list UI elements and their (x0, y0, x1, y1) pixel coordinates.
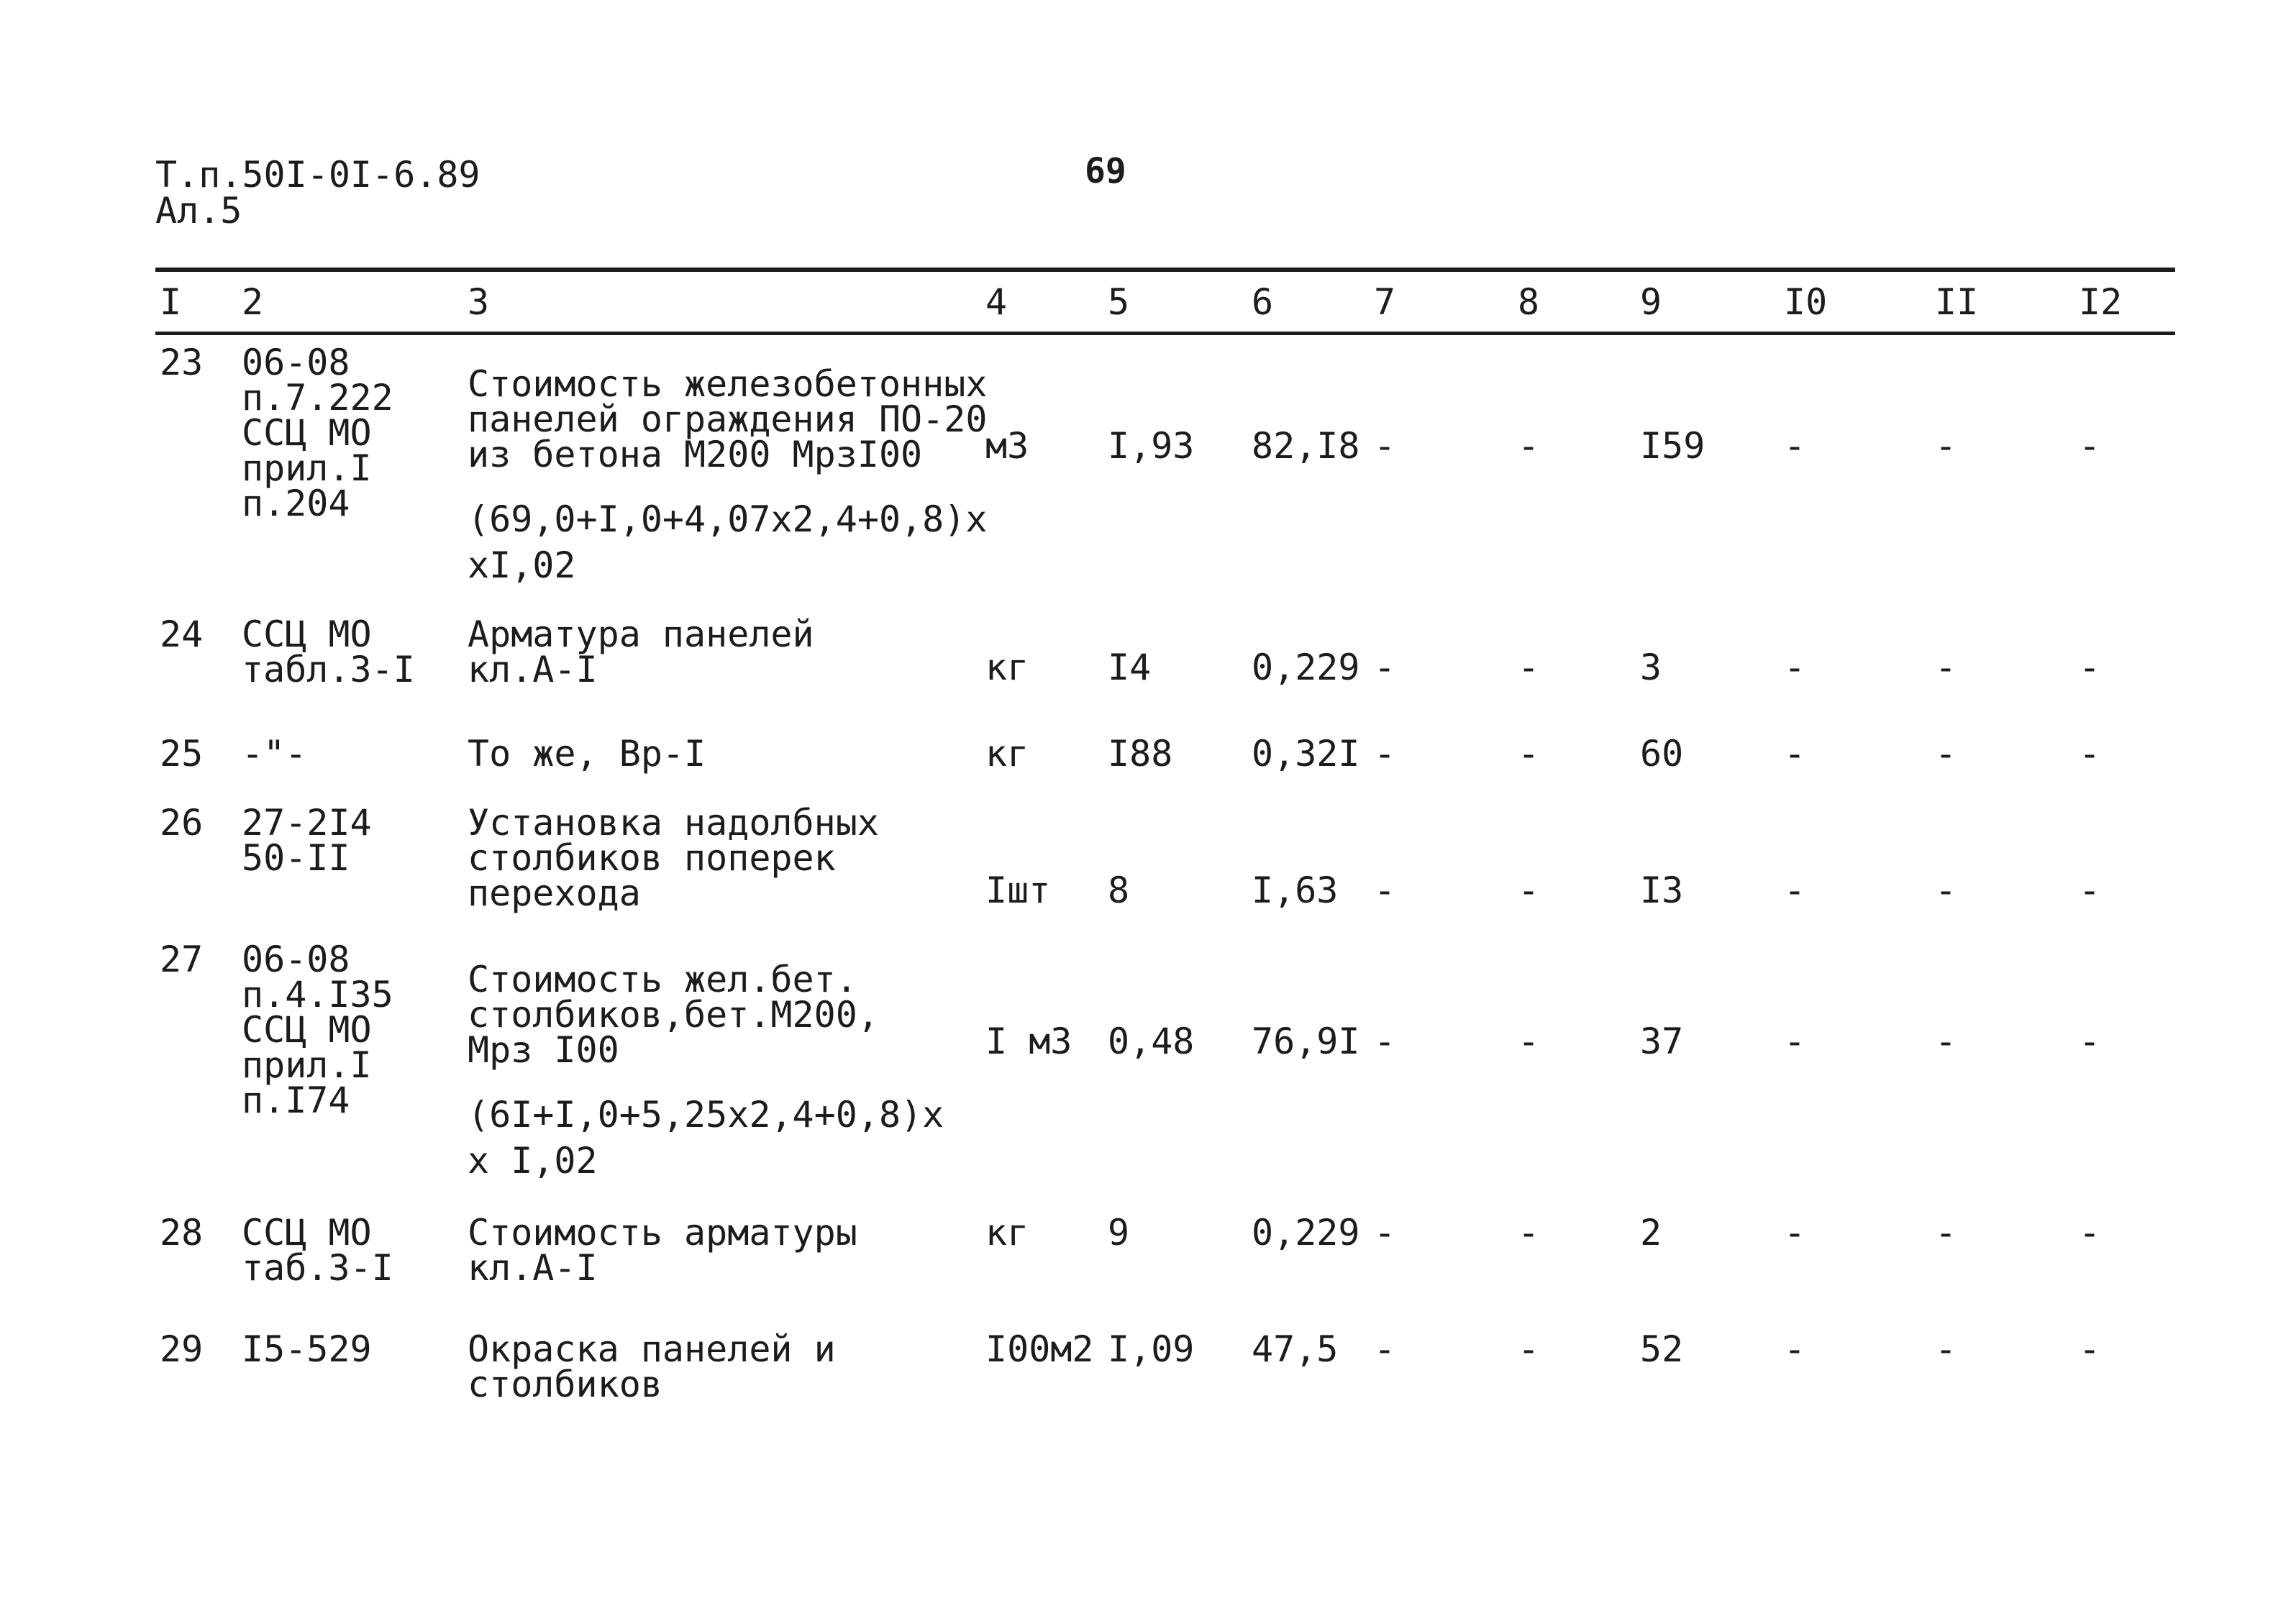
col-11-value: - (1935, 425, 1957, 467)
norm-reference-line: ССЦ МО (242, 1009, 372, 1051)
norm-reference-line: п.I74 (242, 1079, 350, 1121)
quantity: 9 (1108, 1212, 1130, 1254)
col-9-total: I3 (1640, 869, 1684, 911)
norm-reference (242, 342, 393, 524)
quantity-calculation (468, 496, 987, 588)
column-number-4: 4 (985, 281, 1008, 323)
work-description-line: Стоимость железобетонных (468, 363, 988, 405)
unit-price: 76,9I (1252, 1021, 1360, 1062)
col-8-value: - (1518, 869, 1540, 911)
document-code (155, 154, 480, 232)
norm-reference-line: I5-529 (242, 1328, 372, 1370)
unit-price: 0,229 (1252, 1212, 1360, 1254)
quantity: I4 (1108, 647, 1152, 688)
unit-price: 0,229 (1252, 647, 1360, 688)
col-9-total: I59 (1640, 425, 1705, 467)
col-11-value: - (1935, 1021, 1957, 1062)
row-number: 29 (160, 1328, 204, 1370)
norm-reference (242, 1212, 393, 1289)
col-7-value: - (1374, 647, 1396, 688)
norm-reference-line: прил.I (242, 447, 372, 489)
unit: Iшт (985, 869, 1051, 911)
col-11-value: - (1935, 1328, 1957, 1370)
col-11-value: - (1935, 869, 1957, 911)
column-number-1: I (160, 281, 182, 323)
quantity-calculation-line: x I,02 (468, 1140, 598, 1182)
col-10-value: - (1784, 733, 1806, 775)
norm-reference-line: ССЦ МО (242, 613, 372, 655)
col-9-total: 3 (1640, 647, 1662, 688)
work-description (468, 802, 879, 914)
document-code-line1: Т.п.50I-0I-6.89 (155, 154, 480, 196)
page-number: 69 (1085, 151, 1126, 191)
column-number-7: 7 (1374, 281, 1396, 323)
work-description-line: Стоимость арматуры (468, 1212, 857, 1254)
column-number-11: II (1935, 281, 1979, 323)
col-7-value: - (1374, 733, 1396, 775)
col-8-value: - (1518, 1212, 1540, 1254)
col-8-value: - (1518, 647, 1540, 688)
unit: кг (985, 1212, 1029, 1254)
norm-reference-line: 27-2I4 (242, 802, 372, 844)
table-header-rule (155, 332, 2175, 335)
work-description-line: из бетона М200 МрзI00 (468, 434, 923, 475)
col-12-value: - (2079, 647, 2101, 688)
norm-reference (242, 939, 393, 1121)
col-10-value: - (1784, 1021, 1806, 1062)
quantity: I88 (1108, 733, 1173, 775)
column-number-5: 5 (1108, 281, 1130, 323)
work-description (468, 733, 706, 775)
norm-reference-line: п.7.222 (242, 377, 393, 419)
column-number-3: 3 (468, 281, 490, 323)
col-10-value: - (1784, 425, 1806, 467)
work-description-line: панелей ограждения ПО-20 (468, 398, 988, 440)
unit-price: 0,32I (1252, 733, 1360, 775)
norm-reference-line: 06-08 (242, 342, 350, 383)
col-11-value: - (1935, 1212, 1957, 1254)
work-description-line: Арматура панелей (468, 613, 814, 655)
column-number-10: I0 (1784, 281, 1828, 323)
unit-price: 47,5 (1252, 1328, 1339, 1370)
work-description-line: перехода (468, 872, 641, 914)
col-12-value: - (2079, 1328, 2101, 1370)
work-description-line: столбиков,бет.М200, (468, 994, 879, 1036)
norm-reference-line: табл.3-I (242, 649, 415, 690)
col-12-value: - (2079, 1021, 2101, 1062)
norm-reference (242, 733, 307, 775)
quantity: 8 (1108, 869, 1130, 911)
col-12-value: - (2079, 425, 2101, 467)
norm-reference-line: прил.I (242, 1044, 372, 1086)
work-description (468, 959, 879, 1071)
col-12-value: - (2079, 1212, 2101, 1254)
quantity: 0,48 (1108, 1021, 1195, 1062)
work-description (468, 613, 814, 690)
col-8-value: - (1518, 733, 1540, 775)
unit: I00м2 (985, 1328, 1094, 1370)
col-7-value: - (1374, 1212, 1396, 1254)
work-description-line: столбиков поперек (468, 837, 836, 879)
row-number: 23 (160, 342, 204, 383)
norm-reference (242, 1328, 372, 1370)
unit-price: I,63 (1252, 869, 1339, 911)
column-number-8: 8 (1518, 281, 1540, 323)
quantity-calculation-line: (69,0+I,0+4,07x2,4+0,8)x (468, 498, 988, 540)
row-number: 24 (160, 613, 204, 655)
col-7-value: - (1374, 869, 1396, 911)
col-9-total: 52 (1640, 1328, 1684, 1370)
column-number-12: I2 (2079, 281, 2123, 323)
table-top-rule (155, 268, 2175, 272)
col-10-value: - (1784, 869, 1806, 911)
row-number: 28 (160, 1212, 204, 1254)
work-description-line: Установка надолбных (468, 802, 879, 844)
norm-reference-line: -"- (242, 733, 307, 775)
norm-reference (242, 802, 372, 879)
row-number: 26 (160, 802, 204, 844)
norm-reference-line: 06-08 (242, 939, 350, 980)
document-code-line2: Ал.5 (155, 190, 242, 232)
norm-reference-line: 50-II (242, 837, 350, 879)
col-9-total: 2 (1640, 1212, 1662, 1254)
norm-reference-line: п.204 (242, 483, 350, 524)
work-description (468, 363, 988, 475)
unit-price: 82,I8 (1252, 425, 1360, 467)
unit: кг (985, 647, 1029, 688)
unit: кг (985, 733, 1029, 775)
work-description-line: столбиков (468, 1364, 662, 1405)
work-description-line: кл.А-I (468, 1247, 598, 1289)
col-10-value: - (1784, 1328, 1806, 1370)
col-8-value: - (1518, 1328, 1540, 1370)
column-number-9: 9 (1640, 281, 1662, 323)
quantity-calculation-line: (6I+I,0+5,25x2,4+0,8)x (468, 1094, 944, 1136)
col-10-value: - (1784, 1212, 1806, 1254)
work-description-line: Стоимость жел.бет. (468, 959, 857, 1000)
col-7-value: - (1374, 425, 1396, 467)
norm-reference-line: ССЦ МО (242, 1212, 372, 1254)
work-description (468, 1212, 857, 1289)
work-description-line: То же, Вр-I (468, 733, 706, 775)
col-11-value: - (1935, 733, 1957, 775)
quantity-calculation-line: xI,02 (468, 544, 576, 586)
work-description (468, 1328, 836, 1405)
col-12-value: - (2079, 733, 2101, 775)
column-number-2: 2 (242, 281, 264, 323)
row-number: 25 (160, 733, 204, 775)
row-number: 27 (160, 939, 204, 980)
col-7-value: - (1374, 1021, 1396, 1062)
column-number-6: 6 (1252, 281, 1274, 323)
col-8-value: - (1518, 425, 1540, 467)
work-description-line: Мрз I00 (468, 1029, 619, 1071)
work-description-line: кл.А-I (468, 649, 598, 690)
quantity: I,09 (1108, 1328, 1195, 1370)
norm-reference-line: ССЦ МО (242, 412, 372, 454)
col-7-value: - (1374, 1328, 1396, 1370)
col-9-total: 37 (1640, 1021, 1684, 1062)
norm-reference-line: таб.3-I (242, 1247, 393, 1289)
col-12-value: - (2079, 869, 2101, 911)
quantity-calculation (468, 1092, 944, 1184)
norm-reference (242, 613, 415, 690)
quantity: I,93 (1108, 425, 1195, 467)
norm-reference-line: п.4.I35 (242, 974, 393, 1015)
col-11-value: - (1935, 647, 1957, 688)
col-9-total: 60 (1640, 733, 1684, 775)
col-8-value: - (1518, 1021, 1540, 1062)
unit: м3 (985, 425, 1029, 467)
work-description-line: Окраска панелей и (468, 1328, 836, 1370)
unit: I м3 (985, 1021, 1072, 1062)
col-10-value: - (1784, 647, 1806, 688)
